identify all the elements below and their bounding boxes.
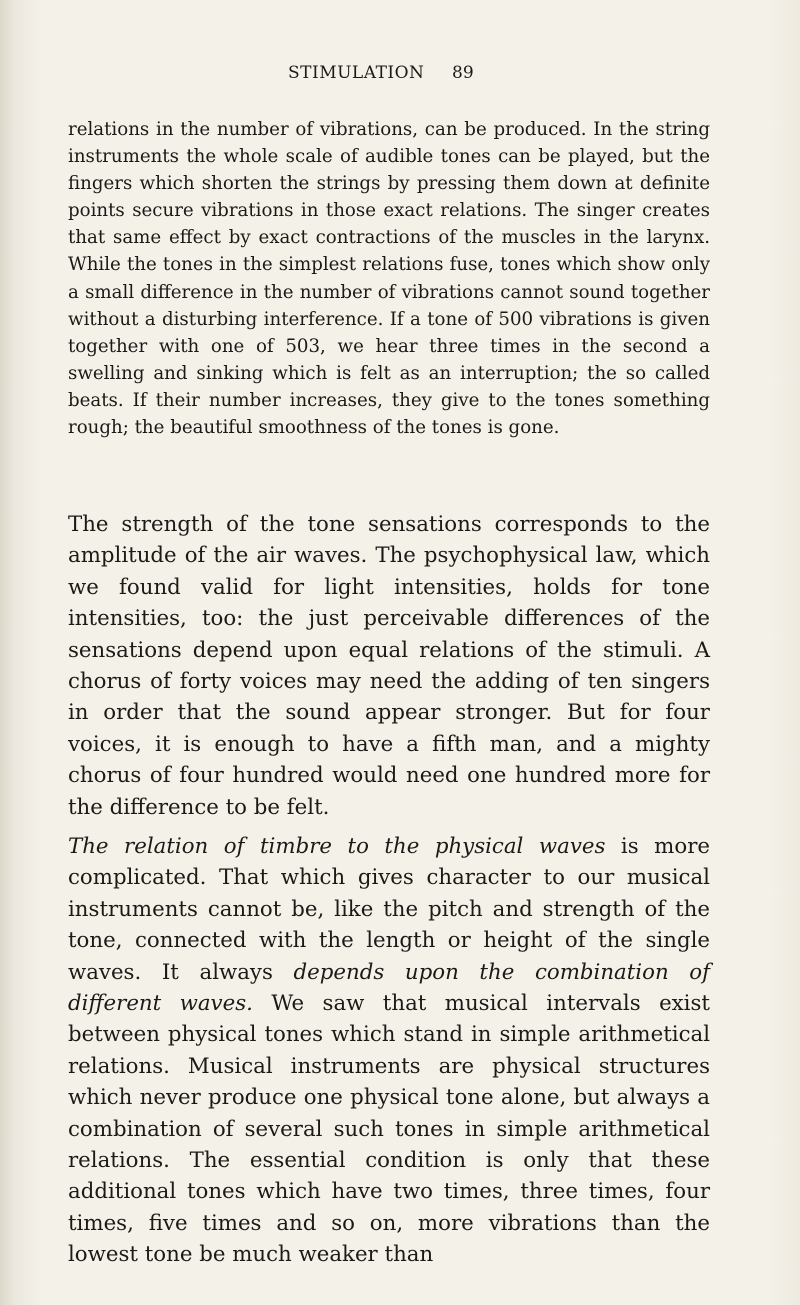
page-number: 89 — [452, 63, 474, 83]
paragraph-3-segment-1: is more complicated. That which gives character to our musical instruments cannot be, like the pitch and strength of the tone, connected with the length or height of the single waves. It always — [68, 834, 710, 985]
paragraph-3-segment-2: We saw that musical intervals exist between physical tones which stand in simple arithmetical relations. Musical instruments are physical structures which never produce one physical tone alone, but always a combination of several such tones in simple arithmetical relations. The essential condition is only that these additional tones which have two times, three times, four times, five times and so on, more vibrations than the lowest tone be much weaker than — [68, 991, 710, 1268]
paragraph-2-text: The strength of the tone sensations corresponds to the amplitude of the air waves. The psychophysical law, which we found valid for light intensities, holds for tone intensities, too: the just perceivable differences of the sensations depend upon equal relations of the stimuli. A chorus of forty voices may need the adding of ten singers in order that the sound appear stronger. But for four voices, it is enough to have a fifth man, and a mighty chorus of four hundred would need one hundred more for the difference to be felt. — [68, 512, 710, 820]
chapter-title: STIMULATION — [288, 63, 425, 83]
italic-phrase-combination: depends upon the combination of different waves. — [68, 959, 710, 1017]
running-head — [0, 63, 800, 87]
paragraph-3 — [68, 831, 710, 1271]
italic-phrase-timbre: The relation of timbre to the physical waves — [68, 834, 606, 859]
paragraph-1-text: relations in the number of vibrations, can be produced. In the string instruments the whole scale of audible tones can be played, but the fingers which shorten the strings by pressing them down at definite points secure vibrations in those exact relations. The singer creates that same effect by exact contractions of the muscles in the larynx. While the tones in the simplest relations fuse, tones which show only a small difference in the number of vibrations cannot sound together without a disturbing interference. If a tone of 500 vibrations is given together with one of 503, we hear three times in the second a swelling and sinking which is felt as an interruption; the so called beats. If their number increases, they give to the tones something rough; the beautiful smoothness of the tones is gone. — [68, 119, 710, 439]
paragraph-1 — [68, 116, 710, 441]
paragraph-2 — [68, 509, 710, 823]
paragraph-3-text — [68, 831, 710, 1271]
